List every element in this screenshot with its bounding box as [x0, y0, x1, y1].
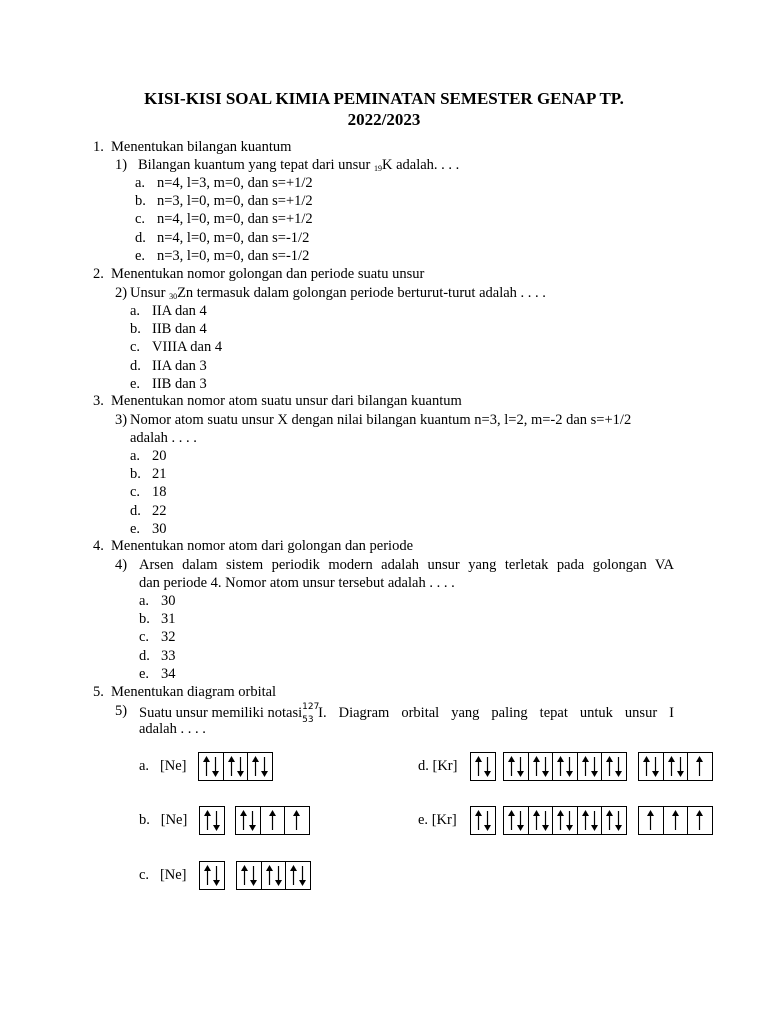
orbital-box-group [503, 806, 627, 835]
spin-up-arrow-icon [251, 756, 260, 777]
spin-up-arrow-icon [581, 756, 590, 777]
orbital-box [199, 753, 224, 780]
question-text-line1: Nomor atom suatu unsur X dengan nilai bilangan kuantum n=3, l=2, m=-2 dan s=+1/2 [130, 412, 632, 428]
question-3-line-2: adalah . . . . [130, 430, 197, 446]
option-a [139, 592, 176, 610]
question-4-line-1: Arsen dalam sistem periodik modern adalah unsur yang terletak pada golongan VA [139, 557, 674, 573]
spin-down-arrow-icon [274, 865, 283, 886]
question-text-pre: Suatu unsur memiliki notasi [139, 705, 303, 721]
orbital-box-group [503, 752, 627, 781]
option-e [130, 375, 207, 393]
spin-up-arrow-icon [268, 810, 277, 831]
option-letter: a. [135, 175, 146, 191]
spin-down-arrow-icon [298, 865, 307, 886]
option-letter: d. [139, 647, 150, 664]
orbital-box-group [638, 806, 713, 835]
orbital-box [471, 807, 495, 834]
section-2 [93, 265, 424, 283]
atomic-number: 53 [302, 715, 314, 725]
orbital-box [262, 862, 287, 889]
section-text: Menentukan nomor atom suatu unsur dari bilangan kuantum [111, 393, 462, 409]
isotope-notation [302, 702, 318, 724]
option-letter: c. [139, 629, 150, 646]
core-config: [Ne] [159, 867, 187, 883]
question-number: 1) [115, 157, 128, 173]
section-text: Menentukan nomor atom dari golongan dan periode [111, 538, 414, 554]
spin-up-arrow-icon [695, 810, 704, 831]
option-b [130, 320, 207, 338]
spin-down-arrow-icon [614, 810, 623, 831]
section-number: 5. [93, 684, 104, 700]
orbital-box [578, 807, 603, 834]
option-d [130, 357, 207, 375]
spin-up-arrow-icon [532, 756, 541, 777]
spin-up-arrow-icon [474, 756, 483, 777]
spin-down-arrow-icon [565, 756, 574, 777]
spin-up-arrow-icon [605, 756, 614, 777]
option-text: 31 [161, 611, 176, 628]
option-letter: e. [130, 375, 141, 392]
section-text: Menentukan bilangan kuantum [111, 139, 292, 155]
spin-up-arrow-icon [227, 756, 236, 777]
orbital-box [602, 753, 626, 780]
option-c [139, 628, 176, 646]
option-letter: b. [139, 812, 150, 828]
option-text: 30 [152, 520, 167, 537]
orbital-box [248, 753, 272, 780]
option-letter: e. [418, 812, 429, 828]
orbital-box-group [199, 806, 225, 835]
mass-number: 127 [302, 702, 320, 712]
option-letter: b. [135, 193, 146, 210]
option-letter: c. [130, 339, 141, 356]
core-config: [Ne] [160, 812, 188, 828]
spin-up-arrow-icon [265, 865, 274, 886]
orbital-box-group [470, 806, 496, 835]
section-1 [93, 138, 291, 156]
option-a [130, 447, 167, 465]
option-letter: b. [130, 321, 141, 338]
spin-down-arrow-icon [211, 756, 220, 777]
section-3 [93, 392, 462, 410]
orbital-box [688, 753, 712, 780]
option-d [135, 229, 309, 247]
orbital-box [639, 807, 664, 834]
spin-up-arrow-icon [556, 756, 565, 777]
option-letter: e. [139, 665, 150, 682]
option-letter: a. [139, 758, 150, 774]
option-a-label [139, 757, 187, 775]
orbital-box [261, 807, 286, 834]
question-number: 2) [115, 285, 128, 301]
option-b-label [139, 811, 187, 829]
orbital-box [504, 807, 529, 834]
spin-up-arrow-icon [203, 810, 212, 831]
question-text-post: I. Diagram orbital yang paling tepat untuk unsur I [318, 705, 674, 721]
option-letter: d. [135, 229, 146, 246]
spin-down-arrow-icon [236, 756, 245, 777]
option-letter: d. [130, 357, 141, 374]
section-text: Menentukan diagram orbital [111, 684, 277, 700]
spin-up-arrow-icon [642, 756, 651, 777]
option-b [130, 465, 167, 483]
orbital-box [529, 753, 554, 780]
option-letter: e. [135, 247, 146, 264]
spin-down-arrow-icon [614, 756, 623, 777]
section-number: 1. [93, 139, 104, 155]
spin-up-arrow-icon [532, 810, 541, 831]
question-5 [115, 702, 139, 720]
orbital-box-group [236, 861, 311, 890]
option-a [130, 302, 207, 320]
option-a [135, 174, 313, 192]
document-title [80, 88, 688, 130]
option-c [130, 338, 222, 356]
option-e [139, 665, 176, 683]
orbital-box-group [470, 752, 496, 781]
option-text: 22 [152, 502, 167, 519]
option-letter: a. [139, 593, 150, 609]
option-letter: d. [130, 502, 141, 519]
orbital-box [688, 807, 712, 834]
orbital-box-group [199, 861, 225, 890]
option-text: 34 [161, 665, 176, 682]
orbital-box [224, 753, 249, 780]
question-text-pre: Bilangan kuantum yang tepat dari unsur [138, 157, 374, 173]
question-5-line-2: adalah . . . . [139, 721, 206, 737]
spin-up-arrow-icon [581, 810, 590, 831]
orbital-box [553, 807, 578, 834]
spin-down-arrow-icon [676, 756, 685, 777]
orbital-box [200, 807, 224, 834]
option-text: IIA dan 3 [152, 357, 207, 374]
spin-up-arrow-icon [667, 756, 676, 777]
question-5-line-1 [139, 702, 674, 724]
option-text: 18 [152, 484, 167, 501]
option-b [135, 192, 313, 210]
orbital-box [529, 807, 554, 834]
spin-down-arrow-icon [212, 810, 221, 831]
option-text: 21 [152, 466, 167, 483]
question-4 [115, 556, 139, 574]
orbital-box [236, 807, 261, 834]
spin-down-arrow-icon [516, 810, 525, 831]
orbital-box [602, 807, 626, 834]
question-text-post: K adalah. . . . [381, 157, 460, 173]
spin-down-arrow-icon [483, 810, 492, 831]
section-4 [93, 537, 413, 555]
option-text: n=3, l=0, m=0, dan s=-1/2 [157, 247, 310, 264]
spin-down-arrow-icon [590, 756, 599, 777]
option-letter: c. [139, 867, 150, 883]
core-config: [Ne] [159, 758, 187, 774]
option-letter: a. [130, 448, 141, 464]
option-text: n=3, l=0, m=0, dan s=+1/2 [157, 193, 313, 210]
spin-up-arrow-icon [605, 810, 614, 831]
orbital-box [664, 807, 689, 834]
orbital-box [237, 862, 262, 889]
spin-down-arrow-icon [590, 810, 599, 831]
atomic-number: 30 [169, 292, 178, 301]
section-text: Menentukan nomor golongan dan periode suatu unsur [111, 266, 425, 282]
option-letter: a. [130, 303, 141, 319]
spin-down-arrow-icon [651, 756, 660, 777]
spin-down-arrow-icon [248, 810, 257, 831]
spin-down-arrow-icon [260, 756, 269, 777]
option-b [139, 610, 176, 628]
orbital-box-group [235, 806, 310, 835]
option-text: IIB dan 4 [152, 321, 207, 338]
option-text: 32 [161, 629, 176, 646]
spin-up-arrow-icon [203, 865, 212, 886]
option-d [130, 502, 167, 520]
orbital-box-group [638, 752, 713, 781]
spin-up-arrow-icon [556, 810, 565, 831]
orbital-box [285, 807, 309, 834]
spin-up-arrow-icon [292, 810, 301, 831]
question-number: 4) [115, 557, 128, 573]
spin-down-arrow-icon [565, 810, 574, 831]
option-text: 20 [152, 448, 167, 464]
orbital-box [664, 753, 689, 780]
spin-up-arrow-icon [671, 810, 680, 831]
orbital-box [504, 753, 529, 780]
spin-up-arrow-icon [202, 756, 211, 777]
option-text: n=4, l=0, m=0, dan s=+1/2 [157, 211, 313, 228]
spin-up-arrow-icon [507, 810, 516, 831]
spin-up-arrow-icon [240, 865, 249, 886]
option-text: IIB dan 3 [152, 375, 207, 392]
spin-up-arrow-icon [289, 865, 298, 886]
orbital-box [286, 862, 310, 889]
option-text: IIA dan 4 [152, 303, 207, 319]
spin-down-arrow-icon [212, 865, 221, 886]
option-text: VIIIA dan 4 [152, 339, 223, 356]
section-number: 2. [93, 266, 104, 282]
spin-up-arrow-icon [507, 756, 516, 777]
orbital-box [553, 753, 578, 780]
option-text: n=4, l=0, m=0, dan s=-1/2 [157, 229, 310, 246]
question-3 [115, 411, 631, 429]
spin-down-arrow-icon [249, 865, 258, 886]
title-line-2: 2022/2023 [347, 110, 421, 129]
option-letter: e. [130, 520, 141, 537]
option-c [130, 483, 167, 501]
spin-up-arrow-icon [239, 810, 248, 831]
option-c-label [139, 866, 187, 884]
spin-down-arrow-icon [483, 756, 492, 777]
question-number: 3) [115, 412, 128, 428]
question-text-pre: Unsur [130, 285, 170, 301]
spin-up-arrow-icon [474, 810, 483, 831]
section-number: 3. [93, 393, 104, 409]
option-letter: c. [135, 211, 146, 228]
orbital-box-group [198, 752, 273, 781]
atomic-number: 19 [373, 164, 382, 173]
question-number: 5) [115, 703, 128, 719]
option-e [135, 247, 309, 265]
orbital-box [200, 862, 224, 889]
section-number: 4. [93, 538, 104, 554]
option-letter: b. [130, 466, 141, 483]
question-text-post: Zn termasuk dalam golongan periode berturut-turut adalah . . . . [177, 285, 546, 301]
core-config: [Kr] [432, 758, 458, 774]
option-e [130, 520, 167, 538]
question-4-line-2: dan periode 4. Nomor atom unsur tersebut adalah . . . . [139, 575, 455, 591]
option-d [139, 647, 176, 665]
option-letter: b. [139, 611, 150, 628]
option-e-label [418, 811, 457, 829]
orbital-box [639, 753, 664, 780]
option-text: 33 [161, 647, 176, 664]
title-line-1: KISI-KISI SOAL KIMIA PEMINATAN SEMESTER GENAP TP. [144, 89, 624, 108]
core-config: [Kr] [431, 812, 457, 828]
orbital-box [578, 753, 603, 780]
spin-up-arrow-icon [695, 756, 704, 777]
orbital-box [471, 753, 495, 780]
spin-down-arrow-icon [541, 756, 550, 777]
spin-down-arrow-icon [541, 810, 550, 831]
option-text: 30 [161, 593, 176, 609]
option-letter: c. [130, 484, 141, 501]
option-letter: d. [418, 758, 429, 774]
option-text: n=4, l=3, m=0, dan s=+1/2 [157, 175, 313, 191]
option-d-label [418, 757, 457, 775]
spin-down-arrow-icon [516, 756, 525, 777]
spin-up-arrow-icon [646, 810, 655, 831]
section-5 [93, 683, 276, 701]
option-c [135, 210, 313, 228]
